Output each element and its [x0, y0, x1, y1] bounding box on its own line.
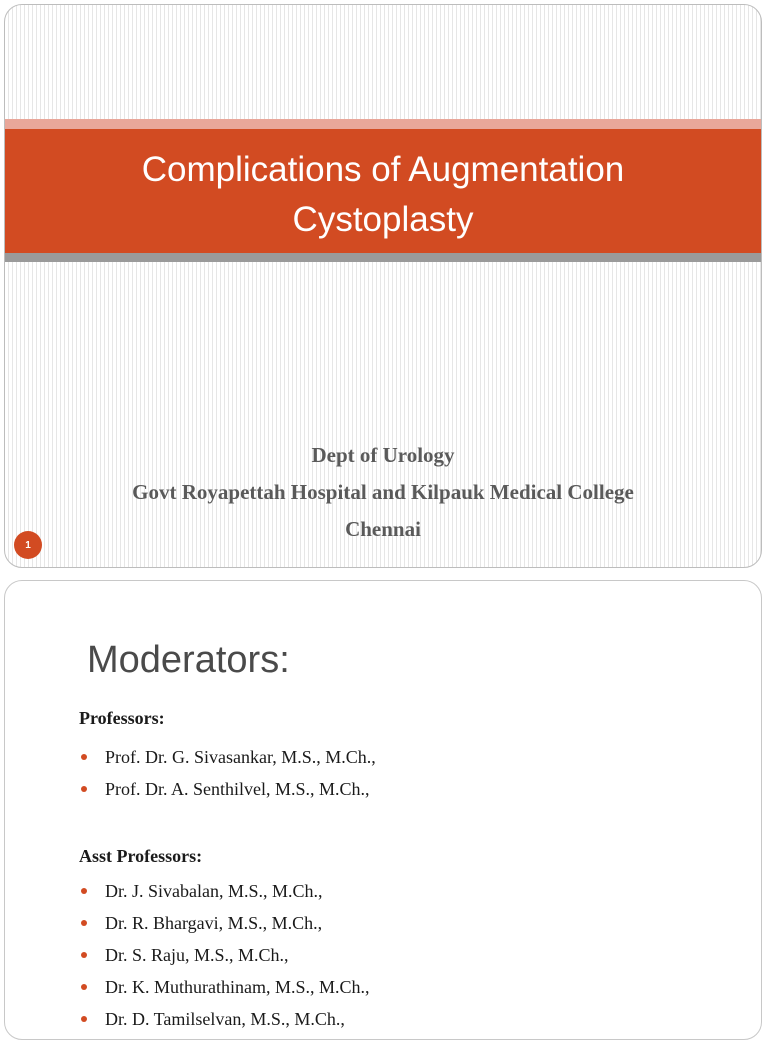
list-item: [81, 1003, 370, 1035]
bullet-icon: [81, 1016, 87, 1022]
slide-1: [4, 4, 762, 568]
asst-professors-label: Asst Professors:: [79, 846, 203, 866]
list-item-text: Prof. Dr. G. Sivasankar, M.S., M.Ch.,: [105, 747, 376, 767]
hospital-line: Govt Royapettah Hospital and Kilpauk Medical College: [132, 480, 634, 504]
list-item-text: Prof. Dr. A. Senthilvel, M.S., M.Ch.,: [105, 779, 370, 799]
title-band-bottom-stripe: [5, 253, 761, 262]
department-line: Dept of Urology: [311, 443, 455, 467]
list-item: [81, 939, 370, 971]
professors-label: Professors:: [79, 708, 165, 728]
asst-professors-list: [81, 875, 370, 1035]
list-item-text: Dr. K. Muthurathinam, M.S., M.Ch.,: [105, 977, 370, 997]
bullet-icon: [81, 786, 87, 792]
professors-list: [81, 741, 376, 805]
list-item-text: Dr. D. Tamilselvan, M.S., M.Ch.,: [105, 1009, 345, 1029]
city-line: Chennai: [345, 517, 421, 541]
list-item: [81, 907, 370, 939]
list-item: [81, 875, 370, 907]
bullet-icon: [81, 754, 87, 760]
list-item-text: Dr. R. Bhargavi, M.S., M.Ch.,: [105, 913, 323, 933]
bullet-icon: [81, 888, 87, 894]
list-item: [81, 971, 370, 1003]
list-item-text: Dr. S. Raju, M.S., M.Ch.,: [105, 945, 289, 965]
slide-2: [4, 580, 762, 1040]
slide-title: Complications of Augmentation Cystoplasty: [141, 150, 625, 239]
bullet-icon: [81, 952, 87, 958]
title-band-top-stripe: [5, 119, 761, 129]
bullet-icon: [81, 920, 87, 926]
bullet-icon: [81, 984, 87, 990]
slide-heading: Moderators:: [87, 639, 290, 681]
list-item: [81, 741, 376, 773]
department-info: [5, 437, 761, 548]
list-item-text: Dr. J. Sivabalan, M.S., M.Ch.,: [105, 881, 323, 901]
page-number-badge: 1: [14, 531, 42, 559]
list-item: [81, 773, 376, 805]
